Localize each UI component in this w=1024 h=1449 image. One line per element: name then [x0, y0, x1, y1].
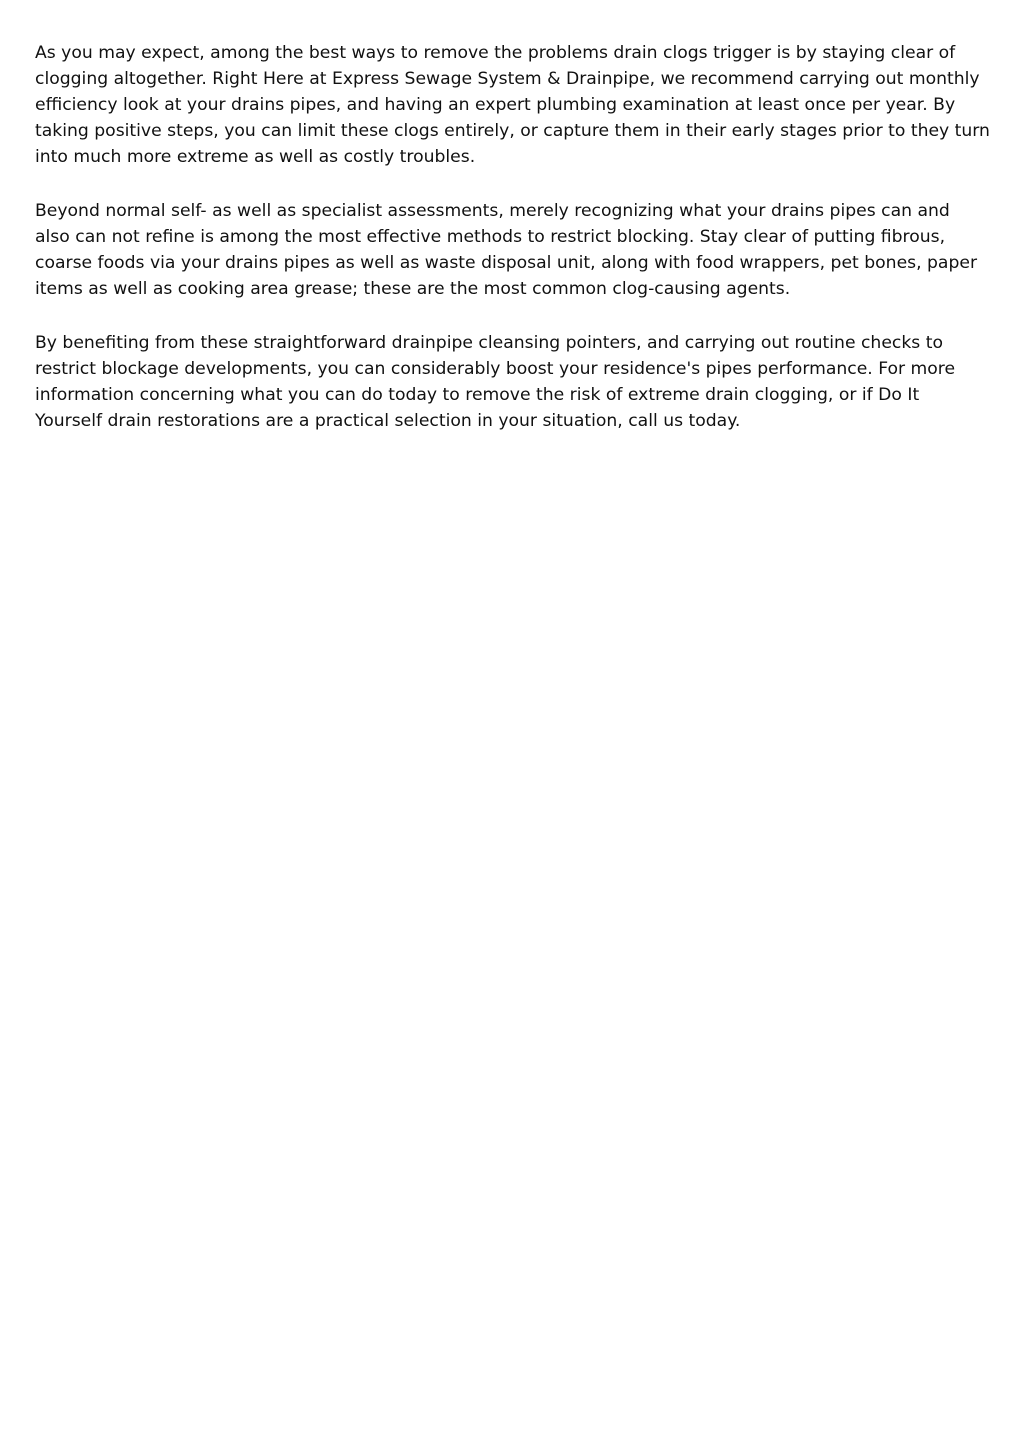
paragraph-prevention: As you may expect, among the best ways to remove the problems drain clogs trigger is by staying clear of clogging altogether. Right Here at Express Sewage System & Drainpipe, we recommend carrying out monthly efficiency look at your drains pipes, and having an expert plumbing examination at least once per year. By taking positive steps, you can limit these clogs entirely, or capture them in their early stages prior to they turn into much more extreme as well as costly troubles. — [35, 43, 990, 167]
paragraph-conclusion: By benefiting from these straightforward drainpipe cleansing pointers, and carrying out routine checks to restrict blockage developments, you can considerably boost your residence's pipes performance. For more information concerning what you can do today to remove the risk of extreme drain clogging, or if Do It Yourself drain restorations are a practical selection in your situation, call us today. — [35, 333, 956, 431]
paragraph-what-to-avoid: Beyond normal self- as well as specialist assessments, merely recognizing what your drains pipes can and also can not refine is among the most effective methods to restrict blocking. Stay clear of putting fibrous, coarse foods via your drains pipes as well as waste disposal unit, along with food wrappers, pet bones, paper items as well as cooking area grease; these are the most common clog-causing agents. — [35, 201, 978, 299]
